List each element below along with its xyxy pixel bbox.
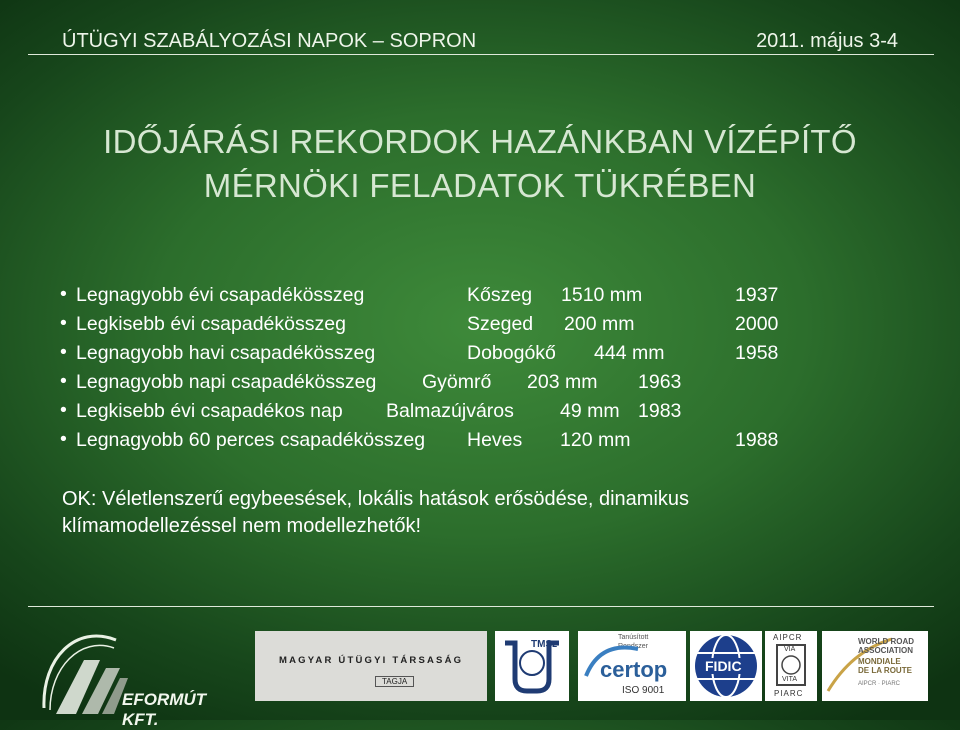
record-year: 1988	[735, 429, 779, 451]
bullet-icon: •	[60, 399, 67, 421]
record-place: Szeged	[467, 313, 534, 335]
record-amount: 444 mm	[594, 342, 665, 364]
certop-name: certop	[600, 657, 668, 682]
records-list	[60, 284, 900, 458]
reformut-name: EFORMÚT KFT.	[122, 690, 207, 729]
bullet-icon: •	[60, 428, 67, 450]
bullet-icon: •	[60, 283, 67, 305]
mut-member-logo	[255, 631, 487, 701]
record-place: Gyömrő	[422, 371, 492, 393]
conclusion-note	[62, 486, 882, 540]
certop-iso: ISO 9001	[622, 685, 665, 696]
wra-line5: AIPCR · PIARC	[858, 681, 901, 687]
record-label: Legnagyobb napi csapadékösszeg	[76, 371, 377, 393]
certop-small2: Rendszer	[618, 643, 648, 650]
bottom-divider	[28, 606, 934, 607]
wra-logo	[822, 631, 928, 701]
wra-line4: DE LA ROUTE	[858, 666, 912, 675]
record-label: Legnagyobb havi csapadékösszeg	[76, 342, 376, 364]
tmsz-logo	[495, 631, 569, 701]
aipcr-top: AIPCR	[773, 633, 803, 642]
list-item	[60, 342, 900, 371]
list-item	[60, 429, 900, 458]
wra-line1: WORLD ROAD	[858, 637, 914, 646]
header-date: 2011. május 3-4	[756, 30, 898, 52]
fidic-logo	[690, 631, 762, 701]
aipcr-via: VIA	[784, 646, 796, 653]
record-label: Legkisebb évi csapadékösszeg	[76, 313, 346, 335]
wra-line2: ASSOCIATION	[858, 646, 913, 655]
mut-line2: TAGJA	[375, 676, 414, 687]
list-item	[60, 371, 900, 400]
fidic-name: FIDIC	[705, 658, 742, 674]
conclusion-line1: OK: Véletlenszerű egybeesések, lokális hatások erősödése, dinamikus	[62, 488, 690, 510]
record-amount: 1510 mm	[561, 284, 643, 306]
bullet-icon: •	[60, 312, 67, 334]
slide-title-line2: MÉRNÖKI FELADATOK TÜKRÉBEN	[203, 167, 757, 204]
bullet-icon: •	[60, 341, 67, 363]
record-label: Legnagyobb 60 perces csapadékösszeg	[76, 429, 426, 451]
record-place: Kőszeg	[467, 284, 533, 306]
list-item	[60, 400, 900, 429]
certop-small1: Tanúsított	[618, 634, 649, 641]
record-year: 1958	[735, 342, 779, 364]
list-item	[60, 313, 900, 342]
record-amount: 200 mm	[564, 313, 635, 335]
reformut-logo	[36, 618, 246, 729]
list-item	[60, 284, 900, 313]
record-label: Legnagyobb évi csapadékösszeg	[76, 284, 365, 306]
wra-line3: MONDIALE	[858, 657, 901, 666]
record-label: Legkisebb évi csapadékos nap	[76, 400, 343, 422]
record-year: 1963	[638, 371, 682, 393]
tmsz-name: TMSz	[531, 639, 558, 650]
aipcr-bottom: PIARC	[774, 689, 804, 698]
record-amount: 49 mm	[560, 400, 620, 422]
conclusion-line2: klímamodellezéssel nem modellezhetők!	[62, 515, 422, 537]
top-divider	[28, 54, 934, 55]
record-year: 1983	[638, 400, 682, 422]
mut-line1: MAGYAR ÚTÜGYI TÁRSASÁG	[279, 655, 464, 666]
aipcr-vita: VITA	[782, 676, 798, 683]
record-amount: 203 mm	[527, 371, 598, 393]
header-event-title: ÚTÜGYI SZABÁLYOZÁSI NAPOK – SOPRON	[62, 30, 477, 52]
record-year: 2000	[735, 313, 779, 335]
record-place: Dobogókő	[467, 342, 556, 364]
aipcr-logo	[765, 631, 817, 701]
record-place: Heves	[467, 429, 523, 451]
slide-title-line1: IDŐJÁRÁSI REKORDOK HAZÁNKBAN VÍZÉPÍTŐ	[103, 123, 857, 160]
certop-logo	[578, 631, 686, 701]
slide-title	[60, 120, 900, 208]
record-place: Balmazújváros	[386, 400, 514, 422]
bullet-icon: •	[60, 370, 67, 392]
record-year: 1937	[735, 284, 779, 306]
record-amount: 120 mm	[560, 429, 631, 451]
